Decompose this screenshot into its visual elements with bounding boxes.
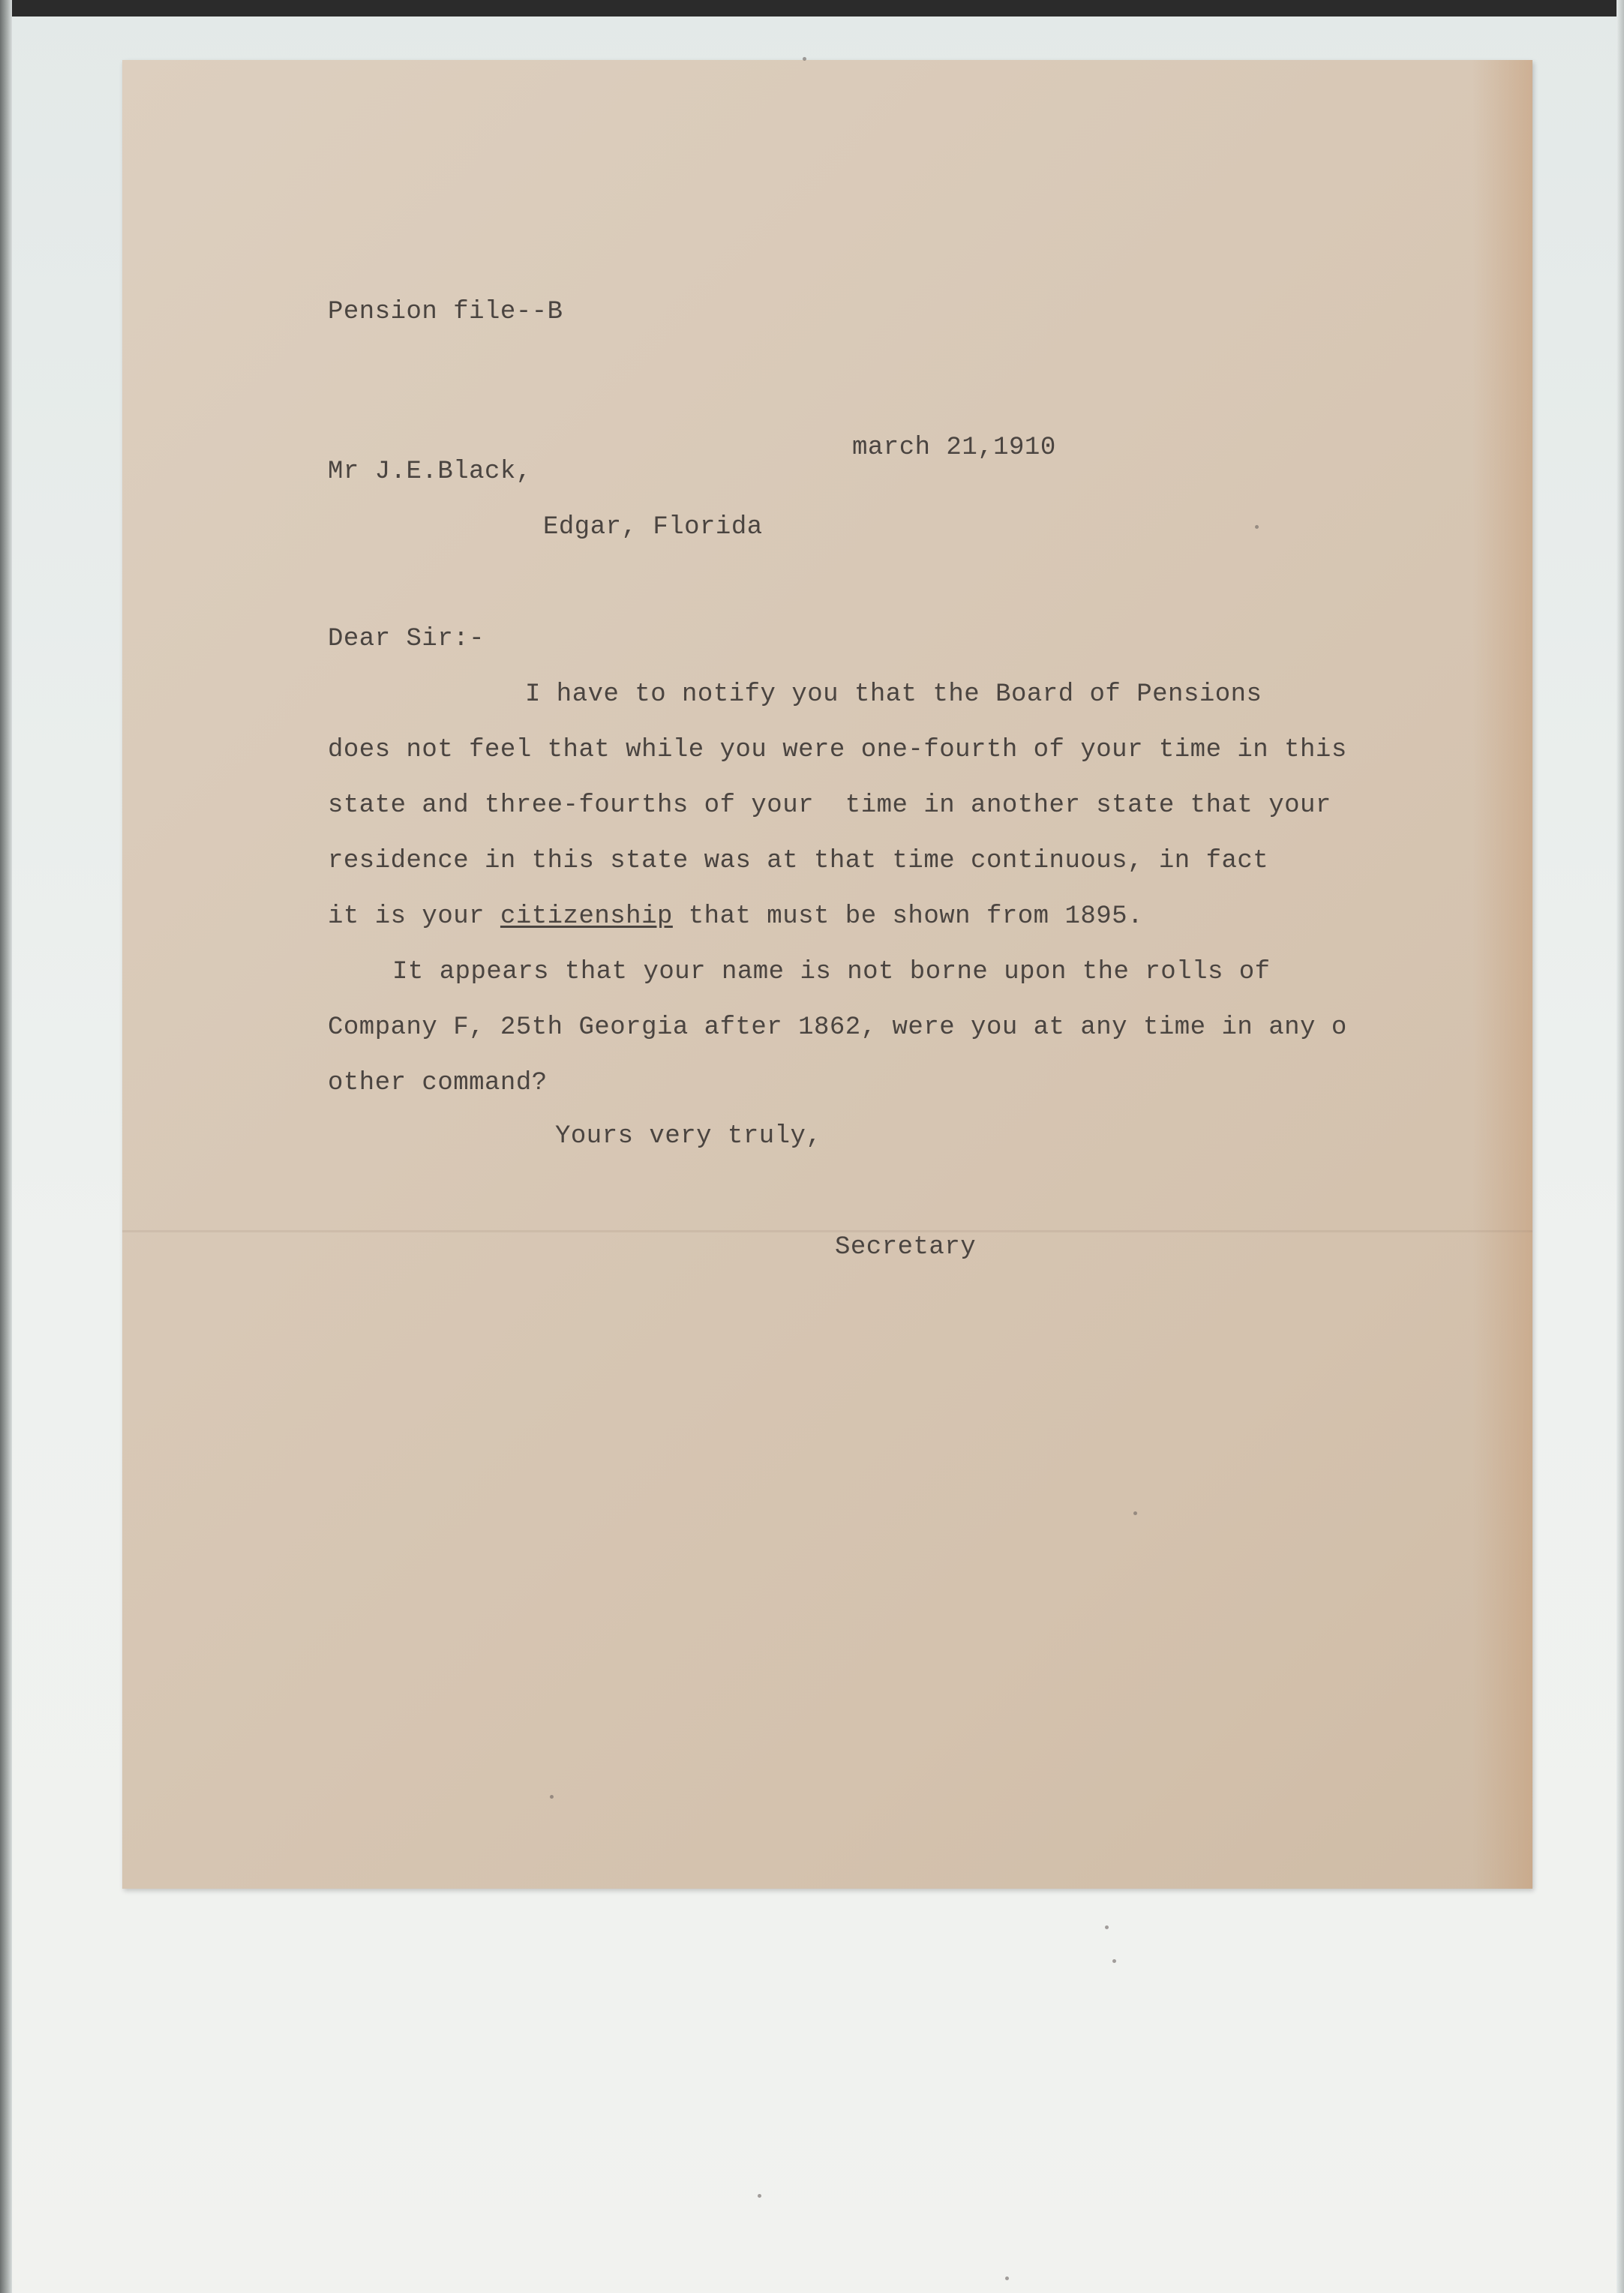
recipient-location: Edgar, Florida [543,513,763,542]
letter-date: march 21,1910 [852,434,1056,462]
body-line-6: It appears that your name is not borne upon the rolls of [392,958,1271,986]
scan-speck [1105,1925,1109,1929]
paper-speck [803,57,806,61]
body-line-2: does not feel that while you were one-fourth of your time in this [328,736,1347,764]
paper-speck [1255,525,1259,529]
paper-speck [550,1795,554,1799]
body-line-3: state and three-fourths of your time in another state that your [328,791,1331,820]
scan-speck [1005,2276,1009,2280]
body-line-8: other command? [328,1069,548,1097]
scan-speck [758,2194,761,2198]
body-line-5-start: it is your [328,902,500,931]
signature-title: Secretary [835,1233,977,1262]
body-line-5 [328,902,1143,932]
file-reference: Pension file--B [328,298,563,326]
scan-right-edge [1616,0,1624,2293]
closing: Yours very truly, [555,1122,822,1151]
paper-fold-line [122,1230,1532,1232]
body-line-1: I have to notify you that the Board of Pensions [525,680,1262,709]
scan-speck [1112,1959,1116,1963]
body-line-5-end: that must be shown from 1895. [672,902,1143,931]
scan-top-edge [0,0,1624,17]
recipient-name: Mr J.E.Black, [328,458,532,486]
body-line-7: Company F, 25th Georgia after 1862, were you at any time in any o [328,1013,1347,1042]
salutation: Dear Sir:- [328,625,485,653]
body-line-4: residence in this state was at that time continuous, in fact [328,847,1269,875]
citizenship-underlined: citizenship [500,902,673,931]
scan-left-edge [0,0,12,2293]
paper-speck [1133,1511,1137,1515]
paper-edge-stain [1472,60,1532,1889]
